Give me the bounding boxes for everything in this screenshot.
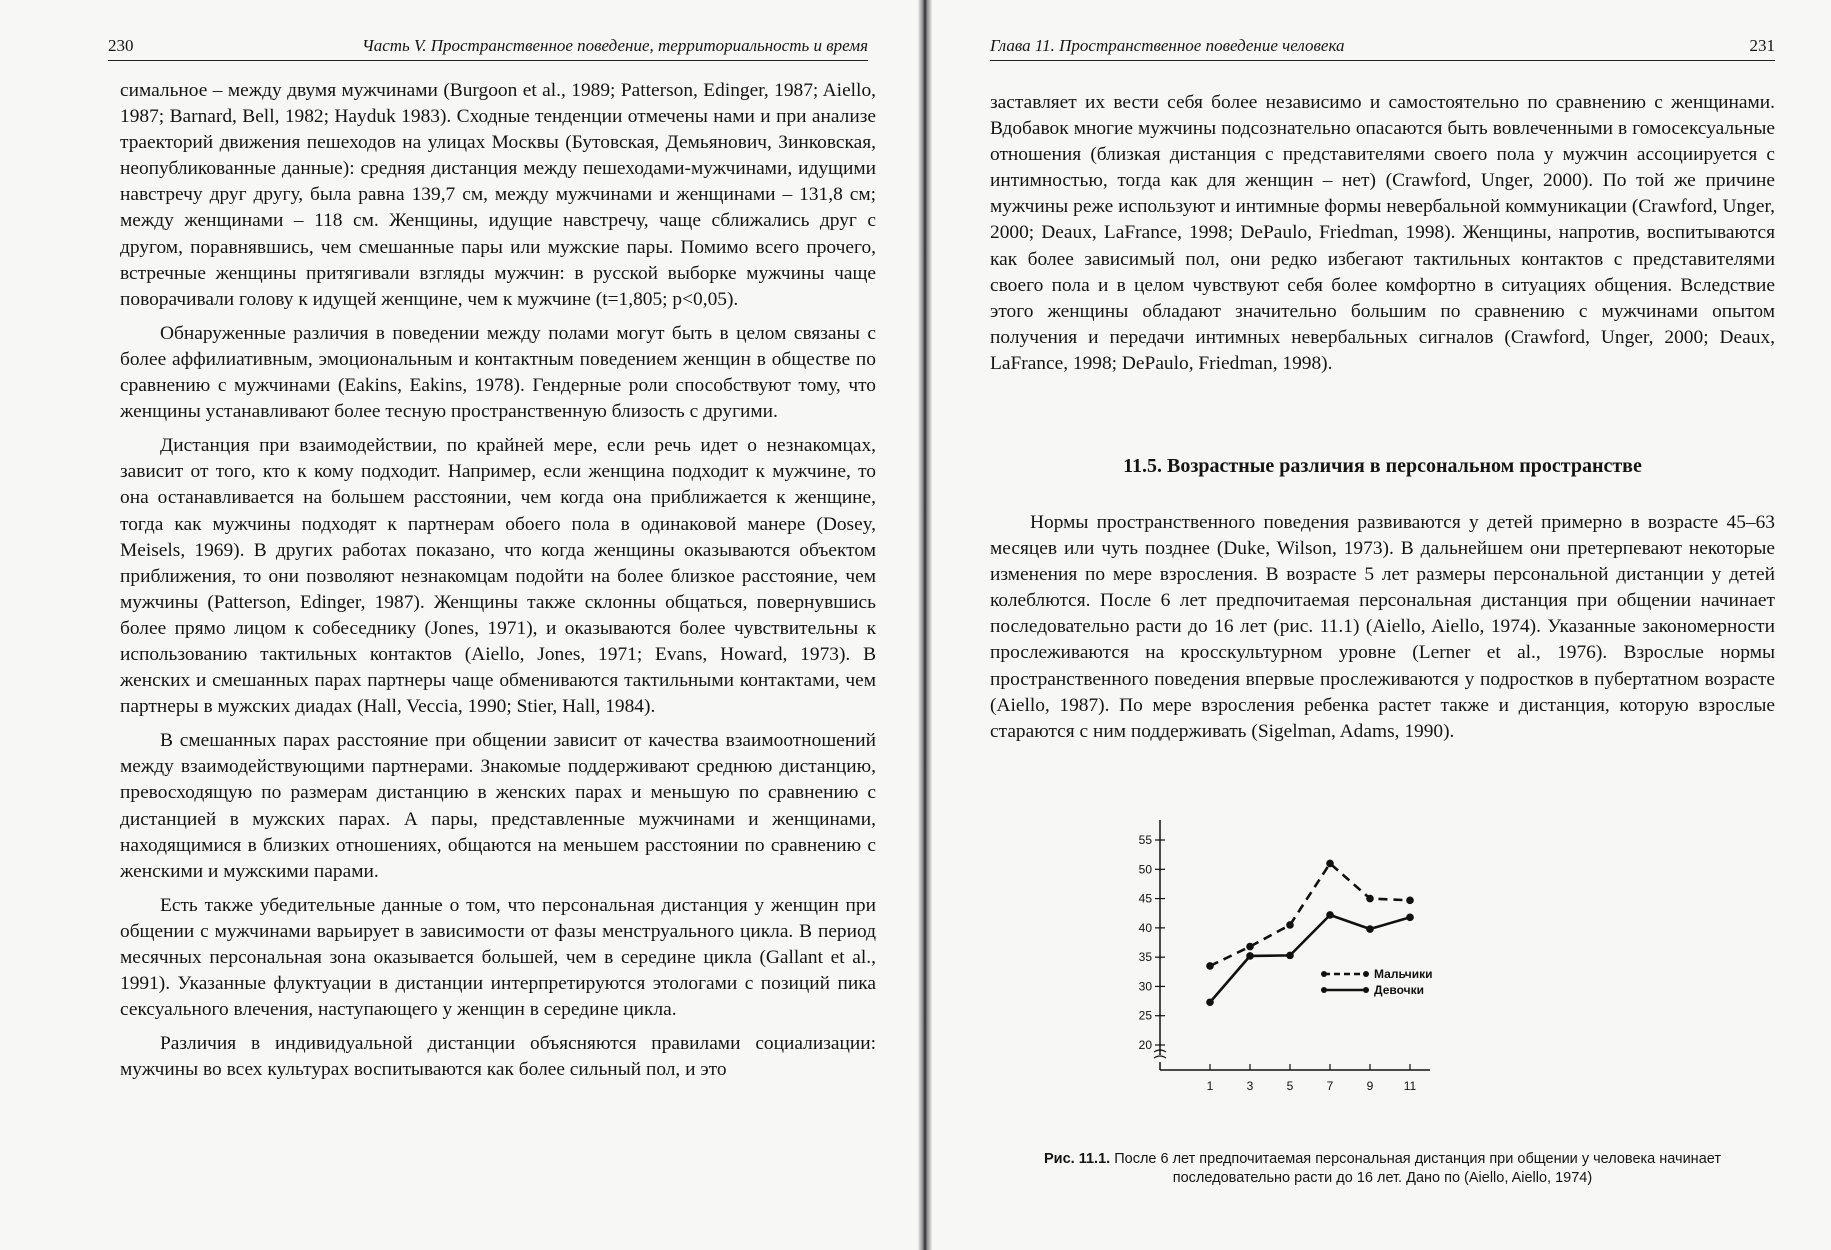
paragraph: Есть также убедительные данные о том, что персональная дистанция у женщин при общении с мужчинами варьирует в зависимости от фазы менструального цикла. В период месячных персональная зона оказывается большей, чем в середине цикла (Gallant et al., 1991). Указанные флуктуации в дистанции интерпретируются этологами с позиций пика сексуального влечения, наступающего у женщин в середине цикла.: [120, 894, 876, 1021]
data-point: [1246, 943, 1254, 951]
page-number-right: 231: [1749, 36, 1775, 55]
figure-11-1-chart: [1100, 800, 1530, 1140]
running-title-left: Часть V. Пространственное поведение, территориальность и время: [362, 36, 868, 55]
caption-text: После 6 лет предпочитаемая персональная дистанция при общении у человека начинает последовательно расти до 16 лет. Дано по (Aiello, Aiello, 1974): [1114, 1151, 1721, 1186]
paragraph: Различия в индивидуальной дистанции объясняются правилами социализации: мужчины во всех культурах воспитываются как более сильный пол, и это: [120, 1033, 876, 1081]
x-tick-label: 11: [1403, 1079, 1417, 1093]
y-tick-label: 20: [1138, 1038, 1152, 1052]
legend-label: Мальчики: [1374, 967, 1433, 981]
data-point: [1206, 998, 1214, 1006]
legend-marker: [1321, 987, 1327, 993]
data-point: [1366, 925, 1374, 933]
data-point: [1406, 914, 1414, 922]
legend-marker: [1363, 971, 1369, 977]
right-page: [930, 0, 1831, 1250]
right-body-text-section: [990, 510, 1775, 753]
paragraph: Обнаруженные различия в поведении между полами могут быть в целом связаны с более аффилиативным, эмоциональным и контактным поведением женщин в обществе по сравнению с мужчинами (Eakins, Eakins, 1978). Гендерные роли способствуют тому, что женщины устанавливают более тесную пространственную близость с другими.: [120, 322, 876, 423]
line-chart: [1100, 800, 1530, 1140]
y-tick-label: 45: [1138, 891, 1152, 906]
caption-label: Рис. 11.1.: [1044, 1151, 1111, 1167]
paragraph: Дистанция при взаимодействии, по крайней мере, если речь идет о незнакомцах, зависит от того, кто к кому подходит. Например, если женщина подходит к мужчине, то она останавливается на большем расстоянии, чем когда она приближается к женщине, тогда как мужчины подходят к партнерам обоего пола в одинаковой манере (Dosey, Meisels, 1969). В других работах показано, что когда женщины оказываются объектом приближения, то они позволяют незнакомцам подойти на более близкое расстояние, чем мужчины (Patterson, Edinger, 1987). Женщины также склонны общаться, повернувшись более прямо лицом к собеседнику (Jones, 1971), и оказываются более чувствительны к использованию тактильных контактов (Aiello, Jones, 1971; Evans, Howard, 1973). В женских и смешанных парах партнеры чаще обмениваются тактильными контактами, чем партнеры в мужских диадах (Hall, Veccia, 1990; Stier, Hall, 1984).: [120, 435, 876, 718]
data-point: [1206, 962, 1214, 970]
y-tick-label: 55: [1138, 833, 1152, 847]
legend-label: Девочки: [1374, 983, 1424, 997]
left-body-text: [120, 78, 876, 1091]
series-line-boys: [1210, 863, 1410, 966]
running-header-right: [990, 36, 1775, 61]
y-tick-label: 40: [1138, 920, 1152, 935]
data-point: [1246, 952, 1254, 960]
running-title-right: Глава 11. Пространственное поведение человека: [990, 36, 1345, 55]
paragraph: В смешанных парах расстояние при общении зависит от качества взаимоотношений между взаимодействующими партнерами. Знакомые поддерживают среднюю дистанцию, превосходящую по размерам дистанцию в женских парах и меньшую по сравнению с дистанцией в мужских парах. А пары, представленные мужчинами и женщинами, находящимися в близких отношениях, общаются на меньшем расстоянии по сравнению с женскими и мужскими парами.: [120, 730, 876, 882]
legend-marker: [1321, 971, 1327, 977]
x-tick-label: 9: [1366, 1079, 1374, 1093]
data-point: [1406, 897, 1414, 905]
x-tick-label: 5: [1286, 1079, 1294, 1093]
y-tick-label: 30: [1138, 979, 1152, 994]
right-body-text-top: [990, 90, 1775, 385]
figure-caption: [990, 1150, 1775, 1188]
section-heading: 11.5. Возрастные различия в персональном пространстве: [1123, 455, 1642, 477]
paragraph: заставляет их вести себя более независимо и самостоятельно по сравнению с женщинами. Вдобавок многие мужчины подсознательно опасаются быть вовлеченными в гомосексуальные отношения (близкая дистанция с представителями своего пола у мужчин ассоциируется с интимностью, тогда как для женщин – нет) (Crawford, Unger, 2000). По той же причине мужчины реже используют и интимные формы невербальной коммуникации (Crawford, Unger, 2000; Deaux, LaFrance, 1998; DePaulo, Friedman, 1998). Женщины, напротив, воспитываются как более зависимый пол, они редко избегают тактильных контактов с представителями своего пола и в целом чувствуют себя более комфортно в ситуациях общения. Вследствие этого женщины обладают значительно большим по сравнению с мужчинами опытом получения и передачи интимных невербальных сигналов (Crawford, Unger, 2000; Deaux, LaFrance, 1998; DePaulo, Friedman, 1998).: [990, 92, 1775, 374]
y-tick-label: 25: [1138, 1008, 1152, 1023]
data-point: [1326, 911, 1334, 919]
paragraph: Нормы пространственного поведения развиваются у детей примерно в возрасте 45–63 месяцев или чуть позднее (Duke, Wilson, 1973). В дальнейшем они претерпевают некоторые изменения по мере взросления. В возрасте 5 лет размеры персональной дистанции у детей колеблются. После 6 лет предпочитаемая персональная дистанция при общении начинает последовательно расти до 16 лет (рис. 11.1) (Aiello, Aiello, 1974). Указанные закономерности прослеживаются на кросскультурном уровне (Lerner et al., 1976). Взрослые нормы пространственного поведения впервые прослеживаются у подростков в пубертатном возрасте (Aiello, 1987). По мере взросления ребенка растет также и дистанция, которую взрослые стараются с ним поддерживать (Sigelman, Adams, 1990).: [990, 512, 1775, 742]
running-header-left: [108, 36, 868, 61]
data-point: [1326, 860, 1334, 868]
page-number-left: 230: [108, 36, 134, 55]
x-tick-label: 3: [1246, 1079, 1254, 1093]
x-tick-label: 7: [1326, 1079, 1334, 1093]
y-tick-label: 50: [1138, 862, 1152, 877]
data-point: [1286, 952, 1294, 960]
y-tick-label: 35: [1138, 950, 1152, 965]
paragraph: симальное – между двумя мужчинами (Burgoon et al., 1989; Patterson, Edinger, 1987; Aiello, 1987; Barnard, Bell, 1982; Hayduk 1983). Сходные тенденции отмечены нами и при анализе траекторий движения пешеходов на улицах Москвы (Бутовская, Демьянович, Зинковская, неопубликованные данные): средняя дистанция между пешеходами-мужчинами, идущими навстречу друг другу, была равна 139,7 см, между мужчинами и женщинами – 131,8 см; между женщинами – 118 см. Женщины, идущие навстречу, чаще сближались друг с другом, поравнявшись, чем смешанные пары или мужские пары. Помимо всего прочего, встречные женщины притягивали взгляды мужчин: в русской выборке мужчины чаще поворачивали голову к идущей женщине, чем к мужчине (t=1,805; p<0,05).: [120, 80, 876, 310]
legend-marker: [1363, 987, 1369, 993]
data-point: [1366, 895, 1374, 903]
data-point: [1286, 921, 1294, 929]
x-tick-label: 1: [1206, 1079, 1214, 1093]
